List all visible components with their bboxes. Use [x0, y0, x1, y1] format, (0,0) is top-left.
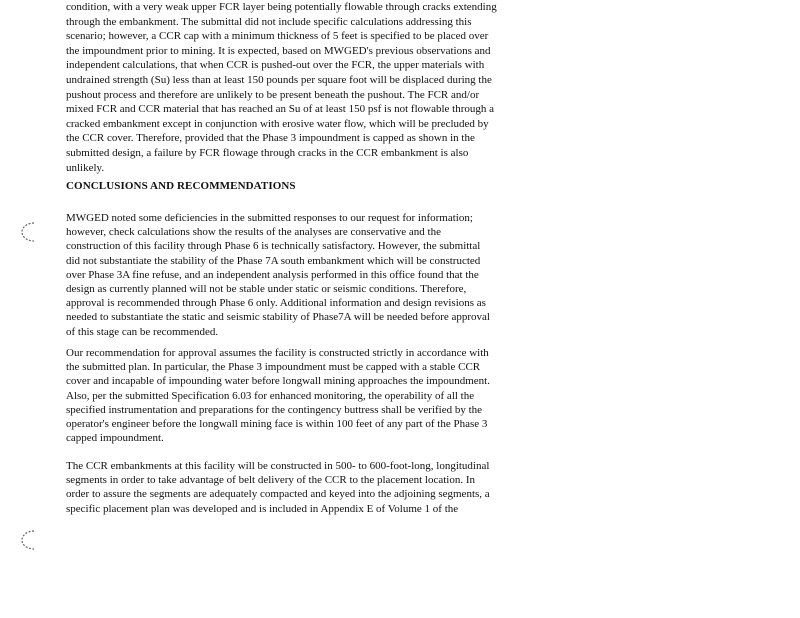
text-line: through the embankment. The submittal did not include specific calculations addressing this — [66, 15, 472, 28]
text-line: specified instrumentation and preparations for the contingency buttress shall be verified by the — [66, 403, 483, 416]
text-line: over Phase 3A fine refuse, and an independent analysis performed in this office found that the — [66, 268, 479, 281]
text-line: cracked embankment except in conjunction with erosive water flow, which will be precluded by — [66, 117, 489, 130]
text-line: the submitted plan. In particular, the Phase 3 impoundment must be capped with a stable CCR — [66, 361, 481, 374]
text-line: submitted design, a failure by FCR flowage through cracks in the CCR embankment is also — [66, 146, 469, 159]
text-line: the impoundment prior to mining. It is expected, based on MWGED's previous observations and — [66, 44, 491, 57]
text-line: condition, with a very weak upper FCR layer being potentially flowable through cracks extending — [66, 1, 497, 13]
text-line: specific placement plan was developed and is included in Appendix E of Volume 1 of the — [66, 502, 459, 515]
text-line: undrained strength (Su) less than at least 150 pounds per square foot will be displaced during the — [66, 73, 492, 86]
text-line: design as currently planned will not be stable under static or seismic conditions. Therefore, — [66, 283, 467, 296]
text-line: cover and incapable of impounding water before longwall mining approaches the impoundment. — [66, 375, 490, 388]
paragraph-ccr-embankments — [66, 459, 520, 516]
text-line: MWGED noted some deficiencies in the submitted responses to our request for information; — [66, 212, 473, 224]
punch-hole-mark-icon — [18, 528, 40, 552]
text-line: segments in order to take advantage of belt delivery of the CCR to the placement location. In — [66, 474, 476, 487]
text-line: approval is recommended through Phase 6 only. Additional information and design revisions as — [66, 297, 486, 310]
text-line: did not substantiate the stability of the Phase 7A south embankment which will be constructed — [66, 254, 481, 267]
text-line: order to assure the segments are adequately compacted and keyed into the adjoining segments, a — [66, 488, 490, 501]
text-line: pushout process and therefore are unlikely to be present beneath the pushout. The FCR and/or — [66, 88, 480, 101]
text-line: the CCR cover. Therefore, provided that the Phase 3 impoundment is capped as shown in the — [66, 132, 475, 145]
text-line: Also, per the submitted Specification 6.03 for enhanced monitoring, the operability of all the — [66, 389, 475, 402]
text-line: scenario; however, a CCR cap with a minimum thickness of 5 feet is specified to be placed over — [66, 30, 489, 43]
paragraph-fcr-flowage — [66, 0, 520, 175]
text-line: unlikely. — [66, 161, 105, 174]
text-line: The CCR embankments at this facility will be constructed in 500- to 600-foot-long, longitudinal — [66, 460, 490, 472]
punch-hole-mark-icon — [18, 220, 40, 244]
text-line: construction of this facility through Phase 6 is technically satisfactory. However, the submittal — [66, 240, 481, 253]
text-line: Our recommendation for approval assumes the facility is constructed strictly in accordance with — [66, 347, 489, 359]
text-line: however, check calculations show the results of the analyses are conservative and the — [66, 226, 441, 239]
text-line: capped impoundment. — [66, 432, 164, 445]
text-line: of this stage can be recommended. — [66, 325, 219, 338]
text-line: operator's engineer before the longwall mining face is within 100 feet of any part of the Phase 3 — [66, 418, 488, 431]
section-heading: CONCLUSIONS AND RECOMMENDATIONS — [66, 180, 296, 192]
text-line: needed to substantiate the static and seismic stability of Phase7A will be needed before approval — [66, 311, 490, 324]
paragraph-conclusions — [66, 211, 520, 339]
text-line: mixed FCR and CCR material that has reached an Su of at least 150 psf is not flowable through a — [66, 103, 494, 116]
paragraph-approval-assumptions — [66, 346, 520, 445]
text-line: independent calculations, that when CCR is pushed-out over the FCR, the upper materials with — [66, 59, 485, 72]
